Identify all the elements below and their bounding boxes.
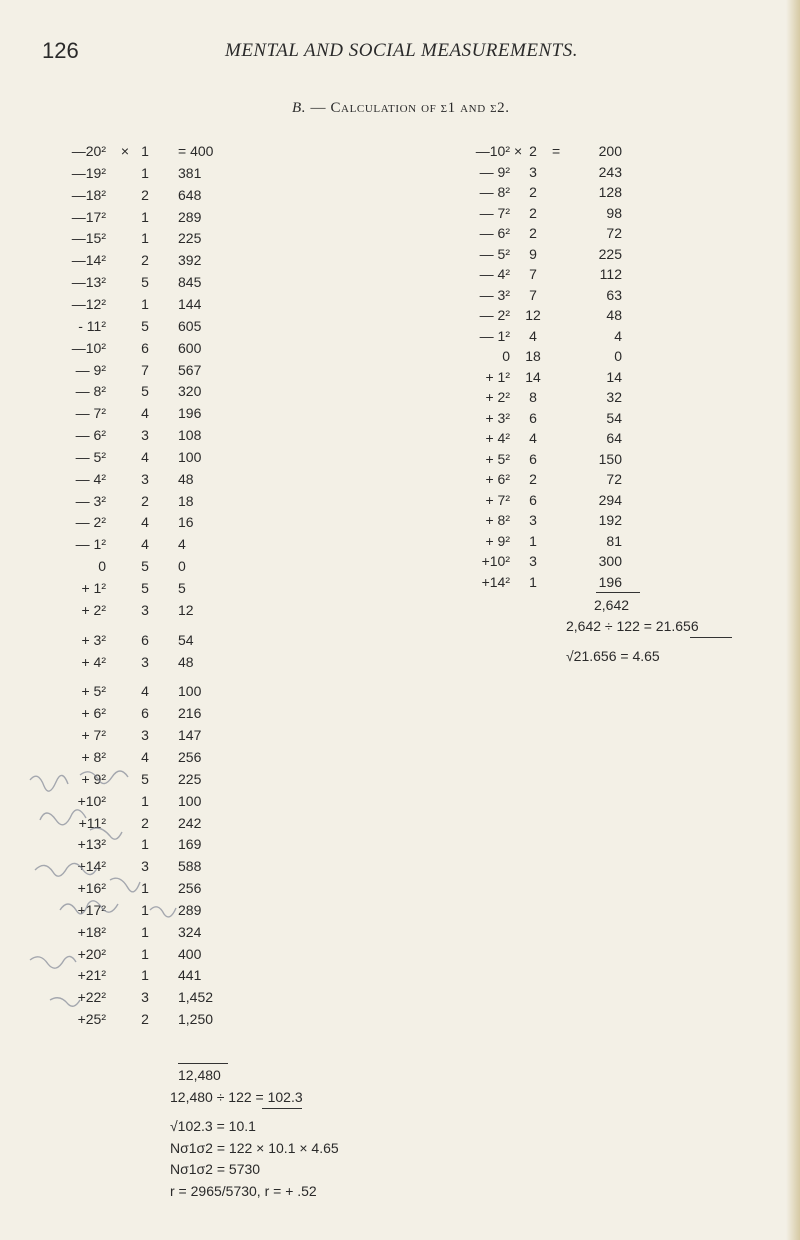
right-multiply-sign: × <box>514 143 523 159</box>
left-table-row <box>48 165 308 185</box>
left-frequency: 1 <box>141 901 149 918</box>
left-product: 4 <box>178 536 186 553</box>
left-term: —12² <box>71 295 106 312</box>
left-frequency: 2 <box>141 252 149 269</box>
left-product: 256 <box>178 880 202 897</box>
right-product: 48 <box>606 307 622 323</box>
right-root: √21.656 = 4.65 <box>566 648 660 664</box>
page-edge-shade <box>786 0 800 1240</box>
left-term: + 9² <box>81 770 106 787</box>
left-frequency: 1 <box>141 945 149 962</box>
left-frequency: 2 <box>141 814 149 831</box>
right-term: — 9² <box>479 163 510 180</box>
right-frequency: 14 <box>525 368 541 385</box>
right-product: 72 <box>606 471 622 487</box>
right-frequency: 6 <box>529 491 537 508</box>
left-term: +13² <box>77 836 106 853</box>
right-table-row <box>440 225 660 245</box>
left-frequency: 5 <box>141 274 149 291</box>
right-term: — 1² <box>479 327 510 344</box>
left-product: 196 <box>178 405 202 422</box>
right-frequency: 2 <box>529 204 537 221</box>
right-frequency: 8 <box>529 389 537 405</box>
left-product: 605 <box>178 317 202 334</box>
left-table-row <box>48 683 308 703</box>
right-equals-sign: = <box>552 143 561 159</box>
right-frequency: 1 <box>529 532 537 549</box>
left-product: 48 <box>178 470 194 487</box>
right-frequency: 2 <box>529 225 537 241</box>
left-term: —18² <box>71 186 106 203</box>
left-multiply-sign: × <box>120 143 130 159</box>
right-division-rule <box>690 637 732 638</box>
right-product: 32 <box>606 389 622 405</box>
right-table-row <box>440 512 660 532</box>
left-frequency: 3 <box>141 858 149 875</box>
left-product: 289 <box>178 208 202 225</box>
left-table-row <box>48 252 308 272</box>
right-frequency: 9 <box>529 245 537 262</box>
right-sum-of-squares-table <box>440 143 660 603</box>
page-header <box>0 38 800 68</box>
left-term: — 8² <box>75 383 106 400</box>
left-product: 400 <box>178 945 202 962</box>
right-product: 112 <box>599 266 622 282</box>
right-product: 98 <box>606 204 622 221</box>
section-title-text: Calculation of σ1 and σ2. <box>330 100 510 116</box>
left-term: — 5² <box>75 448 106 465</box>
right-table-row <box>440 430 660 450</box>
left-product: 100 <box>178 448 202 465</box>
left-table-row <box>48 209 308 229</box>
right-table-row <box>440 205 660 225</box>
left-frequency: 6 <box>141 339 149 356</box>
left-division-rule <box>262 1108 302 1109</box>
left-frequency: 4 <box>141 683 149 700</box>
left-table-row <box>48 727 308 747</box>
left-product: 567 <box>178 361 202 378</box>
right-term: + 8² <box>485 512 510 528</box>
right-table-row <box>440 348 660 368</box>
left-term: +14² <box>77 858 106 875</box>
left-table-row <box>48 449 308 469</box>
left-product: 588 <box>178 858 202 875</box>
right-table-row <box>440 574 660 594</box>
left-product: 441 <box>178 967 202 984</box>
left-frequency: 5 <box>141 383 149 400</box>
left-frequency: 1 <box>141 143 149 159</box>
left-frequency: 1 <box>141 792 149 809</box>
left-term: —10² <box>71 339 106 356</box>
right-term: + 6² <box>485 471 510 487</box>
page-number: 126 <box>42 38 79 63</box>
left-term: — 9² <box>75 361 106 378</box>
left-term: — 1² <box>75 536 106 553</box>
left-product: 648 <box>178 186 202 203</box>
left-product: = 400 <box>178 143 214 159</box>
right-term: + 3² <box>485 409 510 426</box>
right-product: 54 <box>606 409 622 426</box>
right-term: + 4² <box>485 430 510 446</box>
right-term: + 9² <box>485 532 510 549</box>
left-frequency: 4 <box>141 748 149 765</box>
left-product: 100 <box>178 792 202 809</box>
left-table-row <box>48 383 308 403</box>
right-product: 300 <box>598 553 622 569</box>
left-table-row <box>48 362 308 382</box>
left-frequency: 5 <box>141 580 149 596</box>
right-table-row <box>440 184 660 204</box>
left-term: +10² <box>77 792 106 809</box>
right-table-row <box>440 492 660 512</box>
left-term: + 6² <box>81 705 106 722</box>
left-sum-of-squares-table <box>48 143 308 1028</box>
left-term: — 4² <box>75 470 106 487</box>
left-product: 100 <box>178 683 202 700</box>
left-frequency: 3 <box>141 653 149 670</box>
left-product: 108 <box>178 427 202 444</box>
left-frequency: 3 <box>141 989 149 1006</box>
right-term: +14² <box>481 573 510 590</box>
left-term: + 8² <box>81 748 106 765</box>
left-table-row <box>48 340 308 360</box>
left-term: + 5² <box>81 683 106 700</box>
right-product: 4 <box>614 327 622 344</box>
right-product: 63 <box>606 286 622 303</box>
left-product: 600 <box>178 339 202 356</box>
right-product: 64 <box>606 430 622 446</box>
left-term: + 3² <box>81 631 106 648</box>
left-frequency: 4 <box>141 448 149 465</box>
right-term: + 1² <box>485 368 510 385</box>
right-product: 294 <box>598 491 622 508</box>
right-frequency: 12 <box>525 307 541 323</box>
left-product: 0 <box>178 558 186 575</box>
left-term: - 11² <box>78 317 106 334</box>
left-frequency: 3 <box>141 601 149 618</box>
right-table-row <box>440 307 660 327</box>
handwritten-marginalia <box>20 760 270 1020</box>
right-term: — 2² <box>479 307 510 323</box>
right-product: 150 <box>598 450 622 467</box>
right-frequency: 1 <box>529 573 537 590</box>
right-frequency: 7 <box>529 266 537 282</box>
left-frequency: 1 <box>141 967 149 984</box>
left-product: 1,452 <box>178 989 214 1006</box>
left-term: +22² <box>77 989 106 1006</box>
left-total-rule <box>178 1063 228 1064</box>
right-frequency: 3 <box>529 553 537 569</box>
left-table-row <box>48 514 308 534</box>
left-table-row <box>48 405 308 425</box>
left-frequency: 1 <box>141 208 149 225</box>
left-frequency: 3 <box>141 470 149 487</box>
right-table-row <box>440 369 660 389</box>
left-table-row <box>48 705 308 725</box>
right-frequency: 3 <box>529 512 537 528</box>
left-product: 225 <box>178 770 202 787</box>
left-frequency: 2 <box>141 186 149 203</box>
left-total: 12,480 <box>178 1067 221 1083</box>
right-table-row <box>440 553 660 573</box>
n-sigma-value: Nσ1σ2 = 5730 <box>170 1161 261 1177</box>
left-product: 256 <box>178 748 202 765</box>
left-frequency: 2 <box>141 1011 149 1028</box>
left-frequency: 4 <box>141 514 149 531</box>
left-table-row <box>48 471 308 491</box>
left-term: — 2² <box>75 514 106 531</box>
left-term: —13² <box>71 274 106 291</box>
right-product: 196 <box>598 573 622 590</box>
left-table-row <box>48 632 308 652</box>
right-product: 200 <box>598 143 622 159</box>
left-term: +11² <box>78 814 106 831</box>
left-frequency: 4 <box>141 536 149 553</box>
left-table-row <box>48 318 308 338</box>
right-table-row <box>440 451 660 471</box>
n-sigma-expression: Nσ1σ2 = 122 × 10.1 × 4.65 <box>170 1140 339 1156</box>
left-table-row <box>48 602 308 622</box>
right-table-row <box>440 389 660 409</box>
correlation-r: r = 2965/5730, r = + .52 <box>170 1183 317 1199</box>
left-frequency: 1 <box>141 295 149 312</box>
left-table-row <box>48 493 308 513</box>
left-product: 216 <box>178 705 202 722</box>
left-term: — 3² <box>75 492 106 509</box>
right-term: — 8² <box>479 184 510 200</box>
left-term: +25² <box>77 1011 106 1028</box>
left-product: 845 <box>178 274 202 291</box>
left-table-row <box>48 230 308 250</box>
left-product: 18 <box>178 492 194 509</box>
section-letter: B. <box>292 100 307 116</box>
left-product: 381 <box>178 164 202 181</box>
left-frequency: 4 <box>141 405 149 422</box>
left-term: —15² <box>71 230 106 247</box>
right-product: 225 <box>598 245 622 262</box>
right-total-rule <box>596 592 640 593</box>
right-table-row <box>440 471 660 491</box>
section-title <box>292 100 510 117</box>
right-division: 2,642 ÷ 122 = 21.656 <box>566 618 699 634</box>
left-product: 242 <box>178 814 202 831</box>
left-table-row <box>48 143 308 163</box>
right-frequency: 4 <box>529 327 537 344</box>
left-term: —20² <box>71 143 106 159</box>
right-frequency: 6 <box>529 450 537 467</box>
right-table-row <box>440 164 660 184</box>
left-term: +18² <box>77 923 106 940</box>
right-table-row <box>440 287 660 307</box>
right-total: 2,642 <box>594 597 630 613</box>
right-table-row <box>440 143 660 163</box>
left-table-row <box>48 187 308 207</box>
left-table-row <box>48 654 308 674</box>
left-frequency: 1 <box>141 230 149 247</box>
right-term: — 4² <box>479 266 510 282</box>
right-frequency: 6 <box>529 409 537 426</box>
left-term: + 1² <box>81 580 106 596</box>
left-frequency: 5 <box>141 770 149 787</box>
left-term: — 7² <box>75 405 106 422</box>
right-term: — 3² <box>479 286 510 303</box>
right-product: 81 <box>606 532 622 549</box>
left-product: 225 <box>178 230 202 247</box>
left-frequency: 2 <box>141 492 149 509</box>
left-term: —17² <box>71 208 106 225</box>
left-frequency: 6 <box>141 705 149 722</box>
right-term: — 5² <box>479 245 510 262</box>
left-frequency: 3 <box>141 727 149 744</box>
right-term: —10² <box>475 143 510 159</box>
left-term: +16² <box>77 880 106 897</box>
right-term: — 6² <box>479 225 510 241</box>
right-frequency: 7 <box>529 286 537 303</box>
left-product: 324 <box>178 923 202 940</box>
left-table-row <box>48 274 308 294</box>
left-product: 5 <box>178 580 186 596</box>
right-term: — 7² <box>479 204 510 221</box>
left-term: —14² <box>71 252 106 269</box>
right-frequency: 3 <box>529 163 537 180</box>
right-term: +10² <box>481 553 510 569</box>
left-term: — 6² <box>75 427 106 444</box>
left-table-row <box>48 536 308 556</box>
running-head: MENTAL AND SOCIAL MEASUREMENTS. <box>225 40 578 61</box>
left-product: 144 <box>178 295 202 312</box>
left-product: 147 <box>178 727 202 744</box>
left-term: + 7² <box>81 727 106 744</box>
left-product: 169 <box>178 836 202 853</box>
right-frequency: 18 <box>525 348 541 364</box>
section-dash: — <box>310 100 327 116</box>
right-table-row <box>440 246 660 266</box>
right-frequency: 4 <box>529 430 537 446</box>
right-product: 128 <box>598 184 622 200</box>
right-frequency: 2 <box>529 143 537 159</box>
left-term: + 4² <box>81 653 106 670</box>
right-product: 192 <box>598 512 622 528</box>
right-product: 0 <box>614 348 622 364</box>
left-term: +21² <box>77 967 106 984</box>
left-frequency: 3 <box>141 427 149 444</box>
left-root: √102.3 = 10.1 <box>170 1118 256 1134</box>
left-term: + 2² <box>81 601 106 618</box>
right-term: + 7² <box>485 491 510 508</box>
left-frequency: 1 <box>141 923 149 940</box>
left-frequency: 6 <box>141 631 149 648</box>
left-product: 392 <box>178 252 202 269</box>
right-product: 243 <box>598 163 622 180</box>
right-table-row <box>440 266 660 286</box>
left-product: 54 <box>178 631 194 648</box>
left-table-row <box>48 427 308 447</box>
left-product: 48 <box>178 653 194 670</box>
left-product: 320 <box>178 383 202 400</box>
right-term: + 2² <box>485 389 510 405</box>
left-product: 12 <box>178 601 194 618</box>
left-frequency: 7 <box>141 361 149 378</box>
right-table-row <box>440 328 660 348</box>
left-table-row <box>48 580 308 600</box>
right-table-row <box>440 410 660 430</box>
left-frequency: 1 <box>141 880 149 897</box>
left-table-row <box>48 558 308 578</box>
left-frequency: 1 <box>141 836 149 853</box>
right-term: + 5² <box>485 450 510 467</box>
left-term: —19² <box>71 164 106 181</box>
right-frequency: 2 <box>529 184 537 200</box>
right-term: 0 <box>502 348 510 364</box>
left-frequency: 1 <box>141 164 149 181</box>
left-frequency: 5 <box>141 317 149 334</box>
left-term: +20² <box>77 945 106 962</box>
right-product: 14 <box>606 368 622 385</box>
left-table-row <box>48 296 308 316</box>
left-frequency: 5 <box>141 558 149 575</box>
right-product: 72 <box>606 225 622 241</box>
right-table-row <box>440 533 660 553</box>
left-product: 1,250 <box>178 1011 214 1028</box>
left-product: 289 <box>178 901 202 918</box>
left-term: +17² <box>77 901 106 918</box>
left-term: 0 <box>98 558 106 575</box>
right-frequency: 2 <box>529 471 537 487</box>
left-product: 16 <box>178 514 194 531</box>
left-division: 12,480 ÷ 122 = 102.3 <box>170 1089 303 1105</box>
